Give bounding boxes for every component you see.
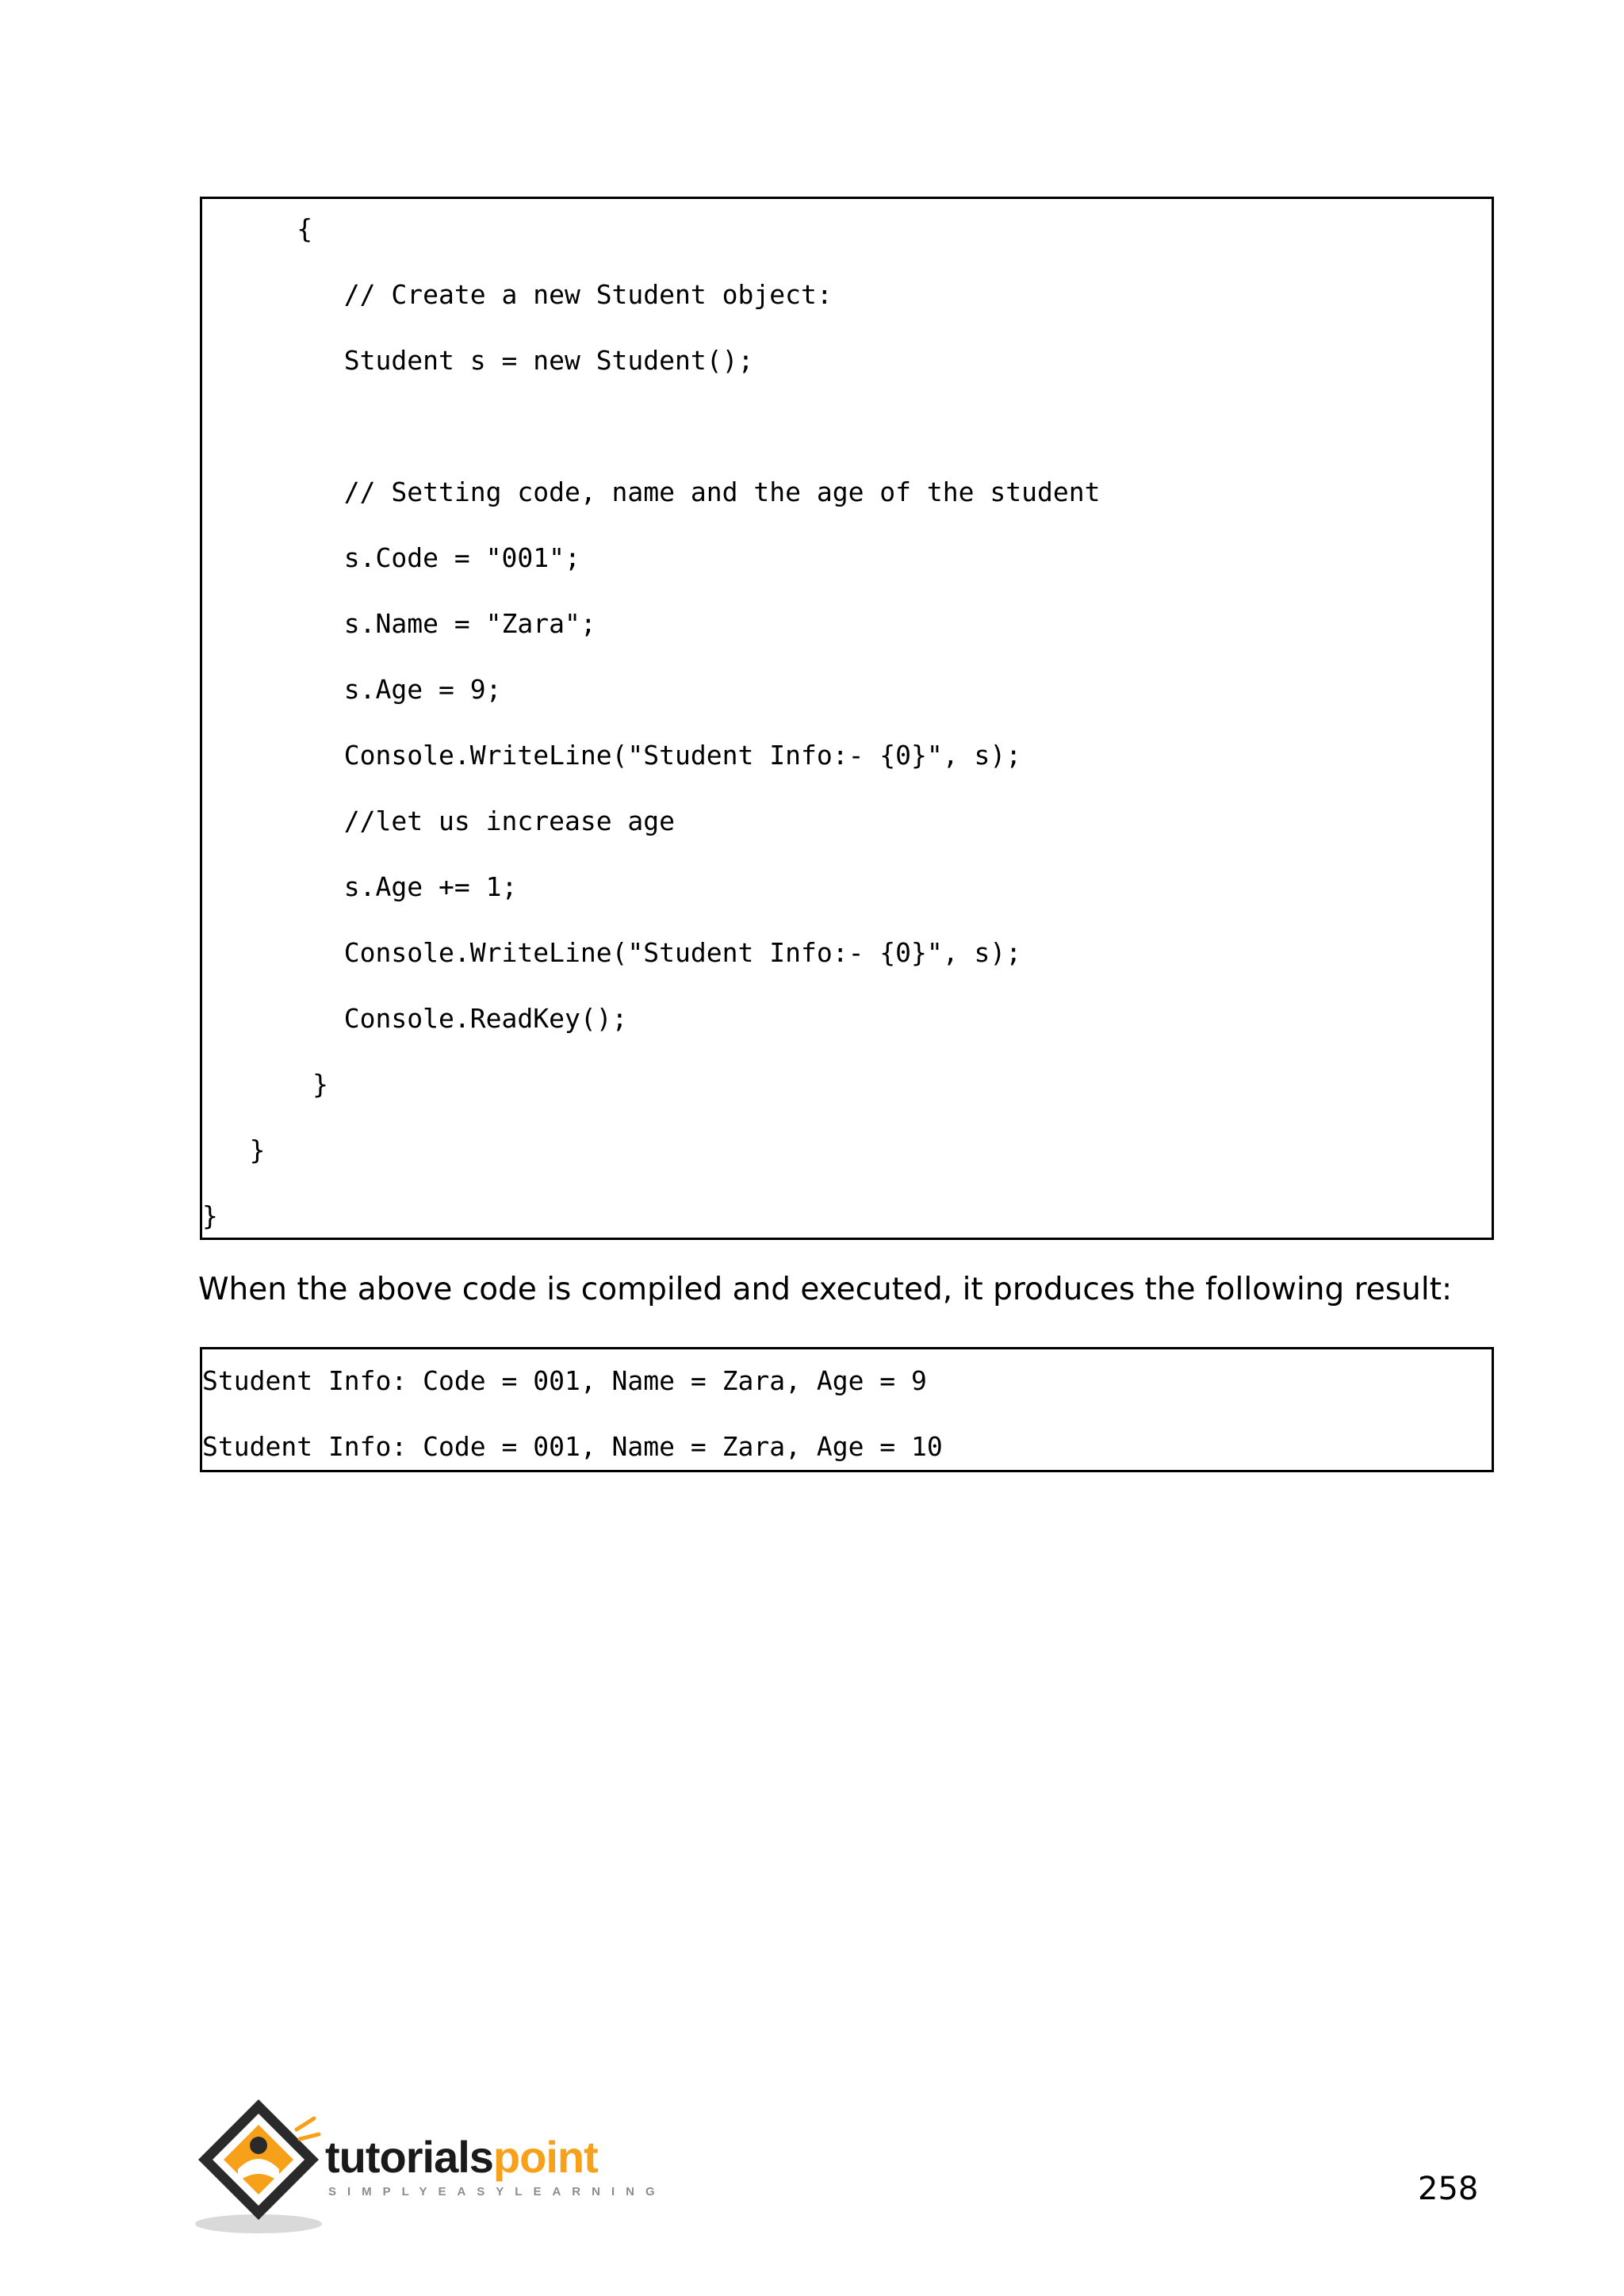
code-line: s.Code = "001"; bbox=[202, 542, 580, 573]
code-line: s.Age += 1; bbox=[202, 871, 518, 902]
logo-word-point: point bbox=[492, 2132, 598, 2182]
code-line: } bbox=[202, 1135, 266, 1165]
logo-word-tutorials: tutorials bbox=[325, 2132, 493, 2182]
code-line: // Setting code, name and the age of the student bbox=[202, 476, 1101, 507]
code-line: Console.WriteLine("Student Info:- {0}", s); bbox=[202, 740, 1022, 771]
code-line: Student s = new Student(); bbox=[202, 345, 754, 376]
code-line: Console.WriteLine("Student Info:- {0}", s); bbox=[202, 937, 1022, 968]
code-line: //let us increase age bbox=[202, 806, 676, 836]
output-listing-box bbox=[200, 1347, 1494, 1472]
code-line: } bbox=[202, 1200, 218, 1231]
logo-wordmark bbox=[325, 2131, 598, 2183]
code-line: // Create a new Student object: bbox=[202, 279, 833, 310]
logo-emblem-icon bbox=[193, 2093, 328, 2236]
code-line: } bbox=[202, 1069, 328, 1100]
code-line: s.Name = "Zara"; bbox=[202, 608, 596, 639]
code-listing-box bbox=[200, 197, 1494, 1240]
output-line: Student Info: Code = 001, Name = Zara, Age = 9 bbox=[202, 1365, 927, 1396]
code-line: s.Age = 9; bbox=[202, 674, 502, 705]
result-intro-paragraph: When the above code is compiled and executed, it produces the following result: bbox=[198, 1272, 1453, 1307]
output-line: Student Info: Code = 001, Name = Zara, Age = 10 bbox=[202, 1431, 943, 1462]
logo-tagline: SIMPLYEASYLEARNING bbox=[328, 2185, 666, 2198]
code-line: Console.ReadKey(); bbox=[202, 1003, 628, 1034]
page-number: 258 bbox=[1418, 2171, 1479, 2207]
code-line: { bbox=[202, 213, 313, 244]
tutorialspoint-logo bbox=[193, 2093, 666, 2236]
